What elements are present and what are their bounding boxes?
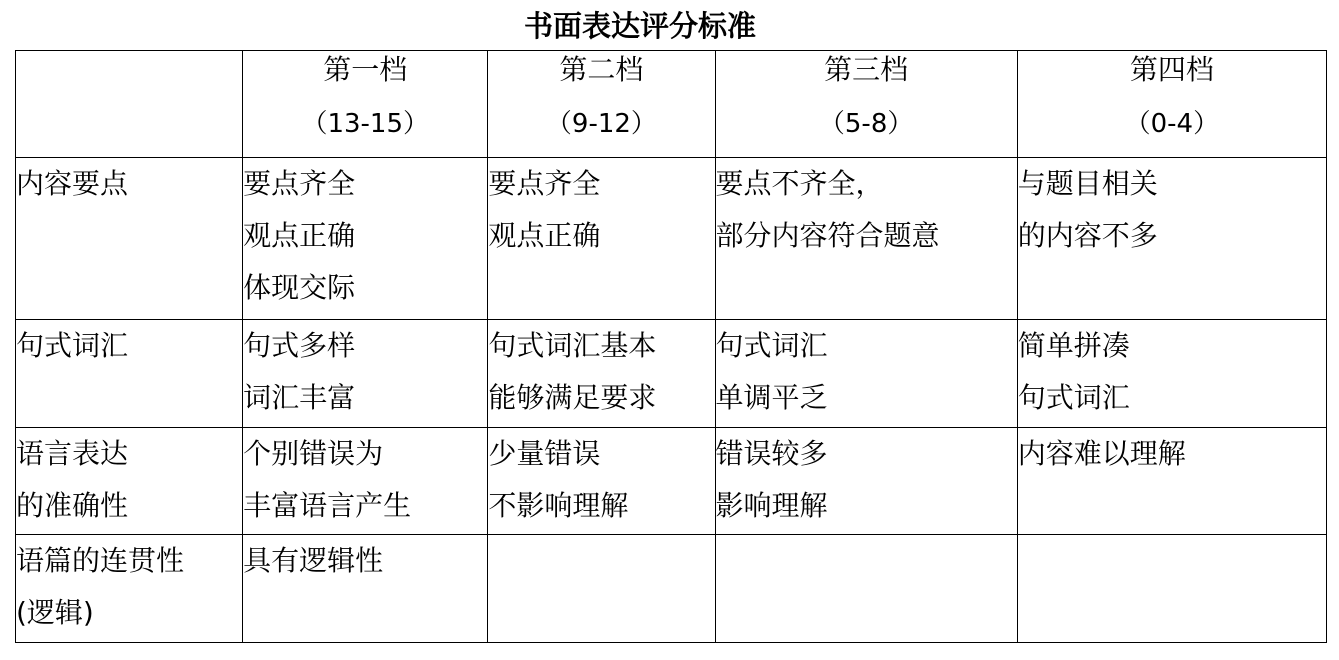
criteria-cell: 少量错误 不影响理解 — [488, 428, 715, 535]
criteria-cell: 错误较多 影响理解 — [715, 428, 1017, 535]
level-range: （0-4） — [1124, 109, 1220, 139]
criteria-cell: 句式词汇基本 能够满足要求 — [488, 320, 715, 428]
row-label: 语言表达 的准确性 — [16, 428, 243, 535]
criteria-cell: 与题目相关 的内容不多 — [1017, 158, 1326, 320]
empty-cell — [715, 535, 1017, 643]
table-row-discourse-coherence — [16, 535, 1327, 643]
level-header-2 — [488, 51, 715, 158]
corner-cell — [16, 51, 243, 158]
level-range: （13-15） — [301, 109, 430, 139]
scoring-rubric-table — [15, 50, 1327, 643]
table-row-content-points — [16, 158, 1327, 320]
level-name: 第三档 — [824, 53, 909, 86]
empty-cell — [488, 535, 715, 643]
criteria-cell: 句式词汇 单调平乏 — [715, 320, 1017, 428]
empty-cell — [1017, 535, 1326, 643]
header-row — [16, 51, 1327, 158]
criteria-cell: 简单拼凑 句式词汇 — [1017, 320, 1326, 428]
criteria-cell: 句式多样 词汇丰富 — [243, 320, 488, 428]
row-label: 句式词汇 — [16, 320, 243, 428]
criteria-cell: 要点不齐全， 部分内容符合题意 — [715, 158, 1017, 320]
level-name: 第四档 — [1129, 53, 1214, 86]
level-name: 第二档 — [559, 53, 644, 86]
level-range: （9-12） — [545, 109, 657, 139]
level-header-4 — [1017, 51, 1326, 158]
level-header-1 — [243, 51, 488, 158]
level-header-3 — [715, 51, 1017, 158]
page-title: 书面表达评分标准 — [523, 9, 756, 43]
level-range: （5-8） — [818, 109, 914, 139]
row-label: 内容要点 — [16, 158, 243, 320]
criteria-cell: 具有逻辑性 — [243, 535, 488, 643]
level-name: 第一档 — [323, 53, 408, 86]
criteria-cell: 要点齐全 观点正确 体现交际 — [243, 158, 488, 320]
table-row-language-accuracy — [16, 428, 1327, 535]
criteria-cell: 个别错误为 丰富语言产生 — [243, 428, 488, 535]
table-row-sentence-vocabulary — [16, 320, 1327, 428]
criteria-cell: 内容难以理解 — [1017, 428, 1326, 535]
row-label: 语篇的连贯性 (逻辑) — [16, 535, 243, 643]
criteria-cell: 要点齐全 观点正确 — [488, 158, 715, 320]
